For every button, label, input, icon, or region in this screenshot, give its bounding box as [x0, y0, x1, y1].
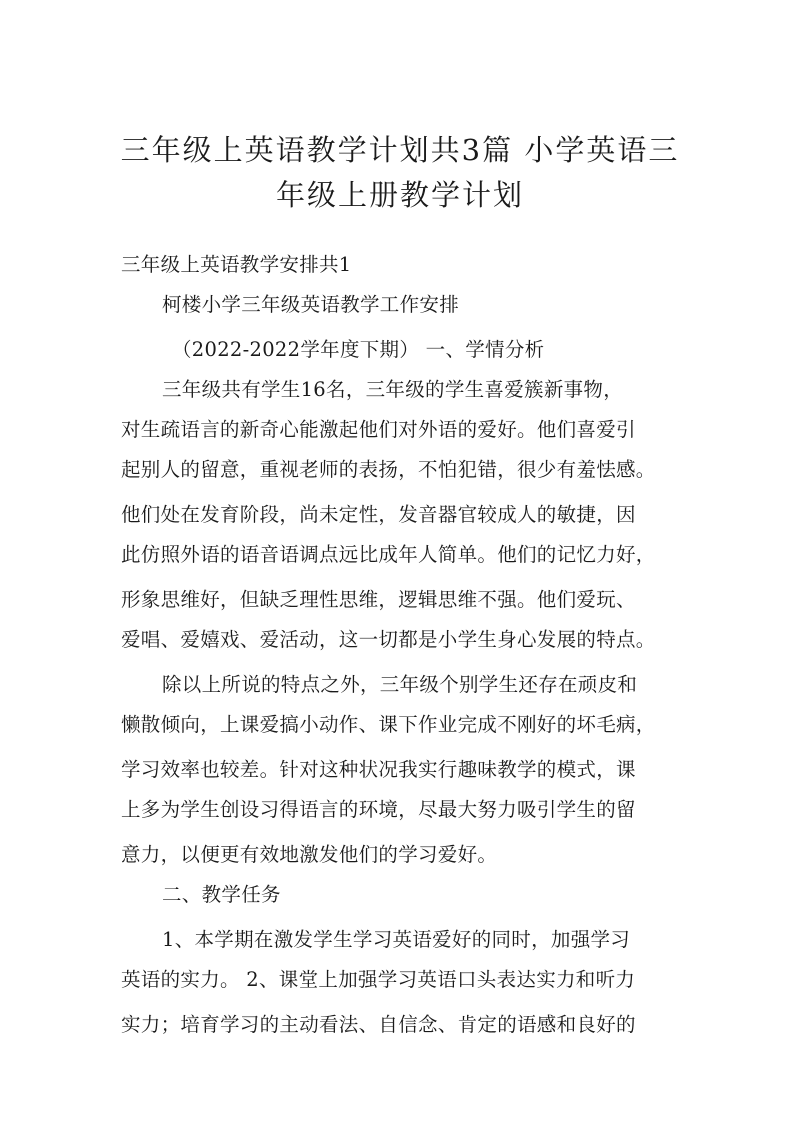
paragraph-line: 爱唱、爱嬉戏、爱活动，这一切都是小学生身心发展的特点。 [121, 628, 656, 651]
paragraph-line: 除以上所说的特点之外，三年级个别学生还存在顽皮和 [162, 673, 638, 696]
paragraph-line: 学习效率也较差。针对这种状况我实行趣味教学的模式，课 [121, 758, 636, 781]
paragraph-line: 此仿照外语的语音语调点远比成年人简单。他们的记忆力好， [121, 543, 656, 566]
paragraph-line: 对生疏语言的新奇心能激起他们对外语的爱好。他们喜爱引 [121, 418, 636, 441]
document-title-line-1: 三年级上英语教学计划共3篇 小学英语三 [120, 133, 680, 167]
paragraph-line: 英语的实力。 2、课堂上加强学习英语口头表达实力和听力 [121, 968, 636, 991]
paragraph-line: 上多为学生创设习得语言的环境，尽最大努力吸引学生的留 [121, 798, 636, 821]
paragraph-line: 1、本学期在激发学生学习英语爱好的同时，加强学习 [162, 928, 631, 951]
paragraph-line: 三年级共有学生16名，三年级的学生喜爱簇新事物， [162, 378, 624, 401]
paragraph-line: 形象思维好，但缺乏理性思维，逻辑思维不强。他们爱玩、 [121, 588, 636, 611]
subheading: 柯楼小学三年级英语教学工作安排 [162, 293, 460, 316]
document-title-line-2: 年级上册教学计划 [275, 178, 524, 212]
section-heading: 三年级上英语教学安排共1 [121, 253, 352, 276]
term-and-section-heading: （2022-2022学年度下期） 一、学情分析 [172, 338, 545, 361]
paragraph-line: 实力；培育学习的主动看法、自信念、肯定的语感和良好的 [121, 1013, 636, 1036]
paragraph-line: 他们处在发育阶段，尚未定性，发音器官较成人的敏捷，因 [121, 503, 636, 526]
paragraph-line: 意力，以便更有效地激发他们的学习爱好。 [121, 843, 498, 866]
paragraph-line: 懒散倾向，上课爱搞小动作、课下作业完成不刚好的坏毛病， [121, 713, 656, 736]
section-heading: 二、教学任务 [162, 883, 281, 906]
paragraph-line: 起别人的留意，重视老师的表扬，不怕犯错，很少有羞怯感。 [121, 458, 656, 481]
